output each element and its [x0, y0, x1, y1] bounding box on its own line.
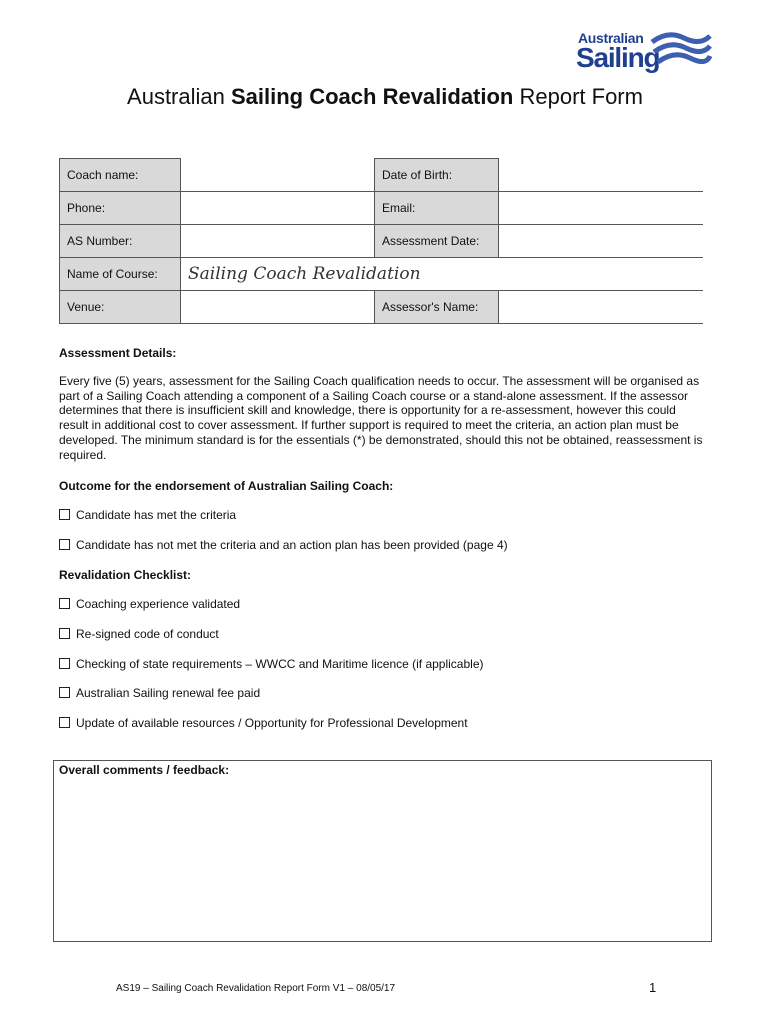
email-field[interactable]	[499, 192, 704, 225]
table-row	[60, 225, 704, 258]
comments-box[interactable]	[53, 760, 712, 942]
wave-icon	[650, 28, 712, 74]
checkbox-icon[interactable]	[59, 658, 70, 669]
title-prefix: Australian	[127, 84, 231, 109]
checklist-item[interactable]	[59, 657, 484, 671]
checklist-item-label: Coaching experience validated	[76, 597, 241, 611]
assessment-details-text: Every five (5) years, assessment for the Sailing Coach qualification needs to occur. The assessment will be organised as part of a Sailing Coach attending a component of a Sailing Coach course or a stand-alone assessment. If the assessor determines that there is insufficient skill and knowledge, there is opportunity for a re-assessment, however this could result in additional cost to cover assessment. If further support is required to meet the criteria, an action plan must be developed. The minimum standard is for the essentials (*) be demonstrated, should this not be obtained, reassessment is required.	[59, 374, 703, 462]
option-label: Candidate has met the criteria	[76, 508, 237, 522]
table-row	[60, 159, 704, 192]
checkbox-icon[interactable]	[59, 539, 70, 550]
venue-label: Venue:	[60, 291, 181, 324]
table-row	[60, 291, 704, 324]
checklist-item-label: Update of available resources / Opportunity for Professional Development	[76, 716, 468, 730]
checkbox-icon[interactable]	[59, 509, 70, 520]
comments-label: Overall comments / feedback:	[59, 763, 230, 777]
venue-field[interactable]	[181, 291, 375, 324]
page-number: 1	[649, 980, 657, 995]
title-bold: Sailing Coach Revalidation	[230, 84, 514, 109]
footer-text: AS19 – Sailing Coach Revalidation Report Form V1 – 08/05/17	[116, 983, 396, 994]
assessors-name-label: Assessor's Name:	[375, 291, 499, 324]
phone-label: Phone:	[60, 192, 181, 225]
date-of-birth-label: Date of Birth:	[375, 159, 499, 192]
outcome-option-met[interactable]	[59, 508, 236, 522]
checklist-heading: Revalidation Checklist:	[59, 568, 192, 582]
checklist-item-label: Checking of state requirements – WWCC and Maritime licence (if applicable)	[76, 657, 484, 671]
coach-name-label: Coach name:	[60, 159, 181, 192]
table-row	[60, 258, 704, 291]
outcome-heading: Outcome for the endorsement of Australian Sailing Coach:	[59, 479, 394, 493]
phone-field[interactable]	[181, 192, 375, 225]
checkbox-icon[interactable]	[59, 717, 70, 728]
email-label: Email:	[375, 192, 499, 225]
checklist-item[interactable]	[59, 686, 260, 700]
title-suffix: Report Form	[513, 84, 643, 109]
checklist-item[interactable]	[59, 627, 219, 641]
checkbox-icon[interactable]	[59, 628, 70, 639]
course-value: Sailing Coach Revalidation	[188, 264, 421, 284]
checklist-item[interactable]	[59, 716, 468, 730]
table-row	[60, 192, 704, 225]
outcome-option-not-met[interactable]	[59, 538, 508, 552]
assessment-date-field[interactable]	[499, 225, 704, 258]
assessors-name-field[interactable]	[499, 291, 704, 324]
checklist-item-label: Re-signed code of conduct	[76, 627, 219, 641]
logo-text-line1: Australian	[578, 30, 644, 46]
checkbox-icon[interactable]	[59, 598, 70, 609]
assessment-date-label: Assessment Date:	[375, 225, 499, 258]
name-of-course-field[interactable]	[181, 258, 704, 291]
checkbox-icon[interactable]	[59, 687, 70, 698]
checklist-item-label: Australian Sailing renewal fee paid	[76, 686, 261, 700]
as-number-field[interactable]	[181, 225, 375, 258]
name-of-course-label: Name of Course:	[60, 258, 181, 291]
option-label: Candidate has not met the criteria and an action plan has been provided (page 4)	[76, 538, 508, 552]
assessment-details-heading: Assessment Details:	[59, 346, 177, 360]
coach-name-field[interactable]	[181, 159, 375, 192]
australian-sailing-logo	[574, 26, 714, 78]
coach-details-table	[59, 158, 703, 324]
logo-text-line2: Sailing	[576, 42, 660, 73]
date-of-birth-field[interactable]	[499, 159, 704, 192]
as-number-label: AS Number:	[60, 225, 181, 258]
checklist-item[interactable]	[59, 597, 240, 611]
page-title	[0, 84, 770, 110]
